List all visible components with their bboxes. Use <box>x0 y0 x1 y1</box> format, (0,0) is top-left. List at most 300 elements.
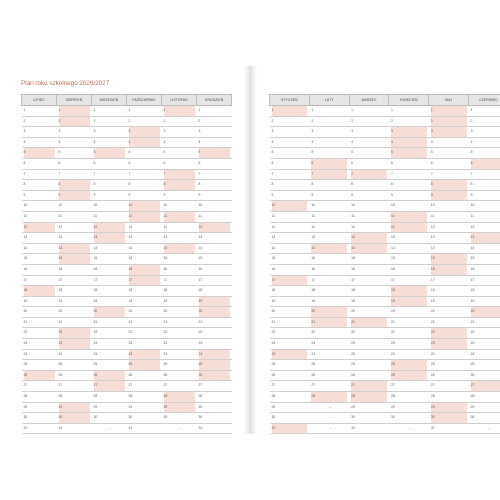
day-cell <box>92 106 127 117</box>
day-cell <box>309 127 349 138</box>
day-number: 31 <box>272 424 308 434</box>
day-cell <box>162 328 197 339</box>
day-number: 8 <box>198 182 201 187</box>
day-cell <box>197 243 232 254</box>
month-header: GRUDZIEŃ <box>197 95 232 106</box>
day-cell <box>57 233 92 244</box>
day-cell <box>270 211 310 222</box>
day-cell <box>22 169 57 180</box>
day-cell <box>309 201 349 212</box>
day-number: 19 <box>391 297 427 307</box>
day-cell <box>127 106 162 117</box>
day-number: 16 <box>93 266 98 271</box>
day-cell <box>57 254 92 265</box>
day-cell <box>469 233 500 244</box>
day-cell <box>270 286 310 297</box>
day-cell <box>309 339 349 350</box>
day-number: 22 <box>59 328 90 338</box>
day-number: 9 <box>470 192 473 197</box>
day-number: 29 <box>59 403 90 413</box>
day-number: 30 <box>351 415 355 420</box>
day-cell <box>469 243 500 254</box>
day-cell <box>469 423 500 434</box>
day-cell <box>127 148 162 159</box>
day-cell <box>127 169 162 180</box>
day-number: 17 <box>272 276 308 286</box>
day-cell <box>469 328 500 339</box>
day-number: 11 <box>351 213 355 218</box>
day-number: 25 <box>129 360 160 370</box>
day-row <box>270 317 500 328</box>
day-number: 27 <box>128 383 133 388</box>
day-cell <box>429 370 469 381</box>
day-cell <box>197 233 232 244</box>
day-row <box>270 339 500 350</box>
day-cell <box>92 296 127 307</box>
month-header: CZERWIEC <box>469 95 500 106</box>
day-number: 28 <box>351 392 387 402</box>
day-number: 25 <box>23 362 28 367</box>
day-number: 8 <box>390 182 393 187</box>
day-cell <box>270 233 310 244</box>
day-number: 5 <box>94 148 125 158</box>
day-number: 13 <box>271 235 276 240</box>
day-cell <box>429 286 469 297</box>
day-cell <box>389 286 429 297</box>
day-cell <box>349 201 389 212</box>
day-number: 29 <box>431 403 467 413</box>
day-cell <box>162 127 197 138</box>
day-cell <box>270 106 310 117</box>
day-row <box>270 328 500 339</box>
day-cell <box>469 402 500 413</box>
day-cell <box>57 180 92 191</box>
day-number: 10 <box>351 203 355 208</box>
day-cell <box>92 317 127 328</box>
day-cell <box>162 392 197 403</box>
day-cell <box>57 360 92 371</box>
day-number: 22 <box>390 330 395 335</box>
day-cell <box>197 275 232 286</box>
day-row <box>22 190 232 201</box>
day-cell <box>309 381 349 392</box>
day-number: 28 <box>23 394 28 399</box>
month-header: LIPIEC <box>22 95 57 106</box>
day-cell <box>429 243 469 254</box>
day-cell <box>162 137 197 148</box>
day-number: 22 <box>163 330 168 335</box>
day-row <box>270 307 500 318</box>
day-number: 19 <box>93 298 98 303</box>
day-cell <box>389 201 429 212</box>
day-row <box>22 169 232 180</box>
day-cell <box>22 106 57 117</box>
day-number: 22 <box>470 330 475 335</box>
day-number: 20 <box>94 307 125 317</box>
day-cell <box>349 137 389 148</box>
day-row <box>270 180 500 191</box>
day-number: 15 <box>311 256 316 261</box>
day-number: 1 <box>431 106 467 116</box>
day-cell <box>57 381 92 392</box>
day-number: 20 <box>430 309 435 314</box>
day-cell <box>469 148 500 159</box>
day-number: 9 <box>431 191 467 201</box>
day-number: 18 <box>128 288 133 293</box>
day-number: 22 <box>198 330 203 335</box>
day-number: 5 <box>391 148 427 158</box>
day-cell <box>57 423 92 434</box>
day-number: 30 <box>431 413 467 423</box>
day-cell <box>270 254 310 265</box>
day-number: 13 <box>58 235 63 240</box>
day-cell <box>309 158 349 169</box>
day-number: 26 <box>94 371 125 381</box>
day-number: 15 <box>59 254 90 264</box>
day-number: 10 <box>129 201 160 211</box>
day-row <box>270 402 500 413</box>
day-cell <box>127 349 162 360</box>
day-number: 14 <box>198 245 203 250</box>
day-number: 1 <box>311 108 314 112</box>
day-cell <box>197 286 232 297</box>
day-cell <box>309 413 349 424</box>
day-cell <box>57 201 92 212</box>
day-number: 23 <box>23 341 28 346</box>
day-cell <box>270 413 310 424</box>
calendar-table-right <box>269 94 500 434</box>
day-number: 21 <box>271 319 276 324</box>
day-cell <box>162 264 197 275</box>
day-number: 22 <box>351 330 355 335</box>
day-cell <box>162 339 197 350</box>
day-number: 3 <box>470 129 473 134</box>
day-cell <box>162 233 197 244</box>
day-number: 22 <box>431 328 467 338</box>
day-cell <box>469 106 500 117</box>
day-row <box>270 190 500 201</box>
day-cell <box>127 296 162 307</box>
day-row <box>22 360 232 371</box>
day-number: 16 <box>390 266 395 271</box>
day-number: 1 <box>59 106 90 116</box>
day-cell <box>197 137 232 148</box>
day-cell <box>270 116 310 127</box>
day-number: 14 <box>271 245 276 250</box>
day-cell <box>469 392 500 403</box>
day-number: 29 <box>271 404 276 409</box>
day-number: 29 <box>128 404 133 409</box>
day-cell <box>270 137 310 148</box>
day-row <box>22 381 232 392</box>
day-cell <box>309 402 349 413</box>
day-cell <box>197 254 232 265</box>
day-cell <box>92 233 127 244</box>
day-cell <box>162 116 197 127</box>
day-number: 8 <box>351 182 354 187</box>
day-number: 28 <box>271 394 276 399</box>
day-cell <box>197 127 232 138</box>
day-number: 20 <box>311 307 347 317</box>
day-row <box>22 317 232 328</box>
day-number: 28 <box>58 394 63 399</box>
day-cell <box>389 264 429 275</box>
day-number: 21 <box>430 319 435 324</box>
day-cell <box>197 349 232 360</box>
day-number: 19 <box>163 298 168 303</box>
day-number: 4 <box>470 139 473 144</box>
day-cell <box>389 116 429 127</box>
day-number: 9 <box>271 192 274 197</box>
day-number: 26 <box>470 372 475 377</box>
day-cell <box>270 423 310 434</box>
day-cell <box>162 370 197 381</box>
day-number: – <box>179 425 181 430</box>
day-number: 13 <box>128 235 133 240</box>
day-cell <box>349 413 389 424</box>
day-row <box>22 233 232 244</box>
day-cell <box>270 222 310 233</box>
day-cell <box>57 296 92 307</box>
day-cell <box>309 254 349 265</box>
day-cell <box>270 158 310 169</box>
day-number: 14 <box>59 244 90 254</box>
day-cell <box>389 222 429 233</box>
day-cell <box>92 158 127 169</box>
day-cell <box>162 106 197 117</box>
day-number: 10 <box>198 203 203 208</box>
day-cell <box>389 190 429 201</box>
day-cell <box>349 402 389 413</box>
day-number: 18 <box>311 288 316 293</box>
day-number: 17 <box>23 277 28 282</box>
day-cell <box>57 413 92 424</box>
book-spine <box>244 66 257 434</box>
day-number: 25 <box>199 360 230 370</box>
day-number: 29 <box>351 404 355 409</box>
day-cell <box>389 127 429 138</box>
day-cell <box>197 381 232 392</box>
day-cell <box>309 328 349 339</box>
day-cell <box>389 317 429 328</box>
day-number: 24 <box>129 350 160 360</box>
day-cell <box>349 339 389 350</box>
day-cell <box>127 339 162 350</box>
month-header: MAJ <box>429 95 469 106</box>
day-number: 7 <box>351 170 387 180</box>
day-number: 12 <box>163 224 168 229</box>
day-number: 1 <box>128 108 131 112</box>
day-cell <box>270 360 310 371</box>
day-number: 28 <box>430 394 435 399</box>
day-number: 6 <box>351 160 354 165</box>
day-number: 13 <box>351 233 387 243</box>
day-cell <box>127 264 162 275</box>
day-cell <box>270 127 310 138</box>
day-number: 15 <box>431 254 467 264</box>
day-cell <box>22 127 57 138</box>
day-number: 15 <box>271 256 276 261</box>
day-cell <box>429 328 469 339</box>
day-cell <box>389 169 429 180</box>
day-number: 17 <box>58 277 63 282</box>
day-cell <box>469 275 500 286</box>
day-number: 16 <box>311 266 316 271</box>
day-number: 17 <box>163 277 168 282</box>
day-number: 22 <box>311 330 316 335</box>
day-cell <box>389 360 429 371</box>
day-cell <box>309 169 349 180</box>
day-cell <box>469 264 500 275</box>
day-cell <box>127 254 162 265</box>
day-cell <box>57 169 92 180</box>
day-cell <box>197 392 232 403</box>
day-cell <box>127 127 162 138</box>
day-number: 1 <box>164 106 195 116</box>
day-number: 15 <box>93 256 98 261</box>
day-number: 11 <box>470 213 475 218</box>
day-row <box>270 413 500 424</box>
day-cell <box>429 127 469 138</box>
day-number: 17 <box>390 277 395 282</box>
day-cell <box>469 158 500 169</box>
day-number: 5 <box>58 150 61 155</box>
day-cell <box>389 339 429 350</box>
day-number: 14 <box>311 244 347 254</box>
day-number: 17 <box>430 277 435 282</box>
calendar-body <box>270 106 500 434</box>
day-number: 4 <box>351 139 354 144</box>
day-number: 3 <box>311 129 314 134</box>
day-number: 30 <box>59 413 90 423</box>
day-number: 25 <box>351 362 355 367</box>
day-number: 5 <box>199 148 230 158</box>
day-cell <box>197 402 232 413</box>
day-cell <box>162 296 197 307</box>
day-number: 29 <box>164 403 195 413</box>
day-cell <box>270 243 310 254</box>
day-number: 28 <box>164 392 195 402</box>
day-cell <box>349 264 389 275</box>
day-cell <box>469 296 500 307</box>
day-number: 3 <box>23 129 26 134</box>
day-cell <box>349 116 389 127</box>
day-number: 30 <box>470 415 475 420</box>
day-cell <box>349 190 389 201</box>
day-number: 2 <box>431 117 467 127</box>
day-number: 9 <box>390 192 393 197</box>
day-number: 10 <box>430 203 435 208</box>
day-number: 27 <box>58 383 63 388</box>
day-number: 9 <box>163 192 166 197</box>
day-cell <box>127 370 162 381</box>
day-row <box>22 370 232 381</box>
day-cell <box>197 423 232 434</box>
day-cell <box>197 222 232 233</box>
day-cell <box>162 148 197 159</box>
day-number: 19 <box>199 297 230 307</box>
day-number: 5 <box>470 150 473 155</box>
day-row <box>270 148 500 159</box>
day-number: 13 <box>23 235 28 240</box>
day-cell <box>389 328 429 339</box>
day-number: 28 <box>390 394 395 399</box>
day-number: 12 <box>58 224 63 229</box>
day-cell <box>309 180 349 191</box>
day-number: – <box>408 425 411 430</box>
day-cell <box>92 127 127 138</box>
day-cell <box>469 201 500 212</box>
day-number: 21 <box>163 319 168 324</box>
day-cell <box>349 180 389 191</box>
day-cell <box>270 180 310 191</box>
day-number: 12 <box>271 224 276 229</box>
day-cell <box>92 360 127 371</box>
day-number: 23 <box>470 341 475 346</box>
day-number: 21 <box>390 319 395 324</box>
day-number: 26 <box>351 372 355 377</box>
day-number: 29 <box>390 404 395 409</box>
day-cell <box>270 296 310 307</box>
day-number: 1 <box>351 108 354 112</box>
day-number: 14 <box>430 245 435 250</box>
day-cell <box>92 264 127 275</box>
day-number: 19 <box>470 298 475 303</box>
day-cell <box>57 392 92 403</box>
day-number: 12 <box>199 223 230 233</box>
day-cell <box>349 148 389 159</box>
day-cell <box>389 296 429 307</box>
day-number: 27 <box>23 383 28 388</box>
day-number: 28 <box>128 394 133 399</box>
day-row <box>22 180 232 191</box>
day-number: 9 <box>351 192 354 197</box>
day-number: 11 <box>311 213 315 218</box>
day-row <box>22 201 232 212</box>
day-number: 4 <box>311 139 314 144</box>
day-row <box>22 116 232 127</box>
day-number: 15 <box>23 256 28 261</box>
day-number: 21 <box>351 318 387 328</box>
day-number: 19 <box>351 298 355 303</box>
month-header: KWIECIEŃ <box>389 95 429 106</box>
day-cell <box>22 243 57 254</box>
day-cell <box>22 254 57 265</box>
day-cell <box>22 222 57 233</box>
day-number: 12 <box>430 224 435 229</box>
day-row <box>270 222 500 233</box>
day-number: 5 <box>271 150 274 155</box>
day-number: 2 <box>390 118 393 123</box>
day-number: 18 <box>24 286 55 296</box>
day-cell <box>349 349 389 360</box>
day-number: 7 <box>198 171 201 176</box>
day-number: 8 <box>93 182 96 187</box>
day-number: 18 <box>351 288 355 293</box>
day-cell <box>92 275 127 286</box>
day-cell <box>127 211 162 222</box>
day-number: 14 <box>23 245 28 250</box>
day-number: 16 <box>271 266 276 271</box>
day-row <box>270 360 500 371</box>
day-number: 1 <box>470 108 473 112</box>
day-number: 6 <box>390 160 393 165</box>
day-number: 18 <box>163 288 168 293</box>
day-cell <box>162 275 197 286</box>
day-number: 6 <box>23 160 26 165</box>
calendar-table-left <box>21 94 232 434</box>
day-number: 7 <box>93 171 96 176</box>
